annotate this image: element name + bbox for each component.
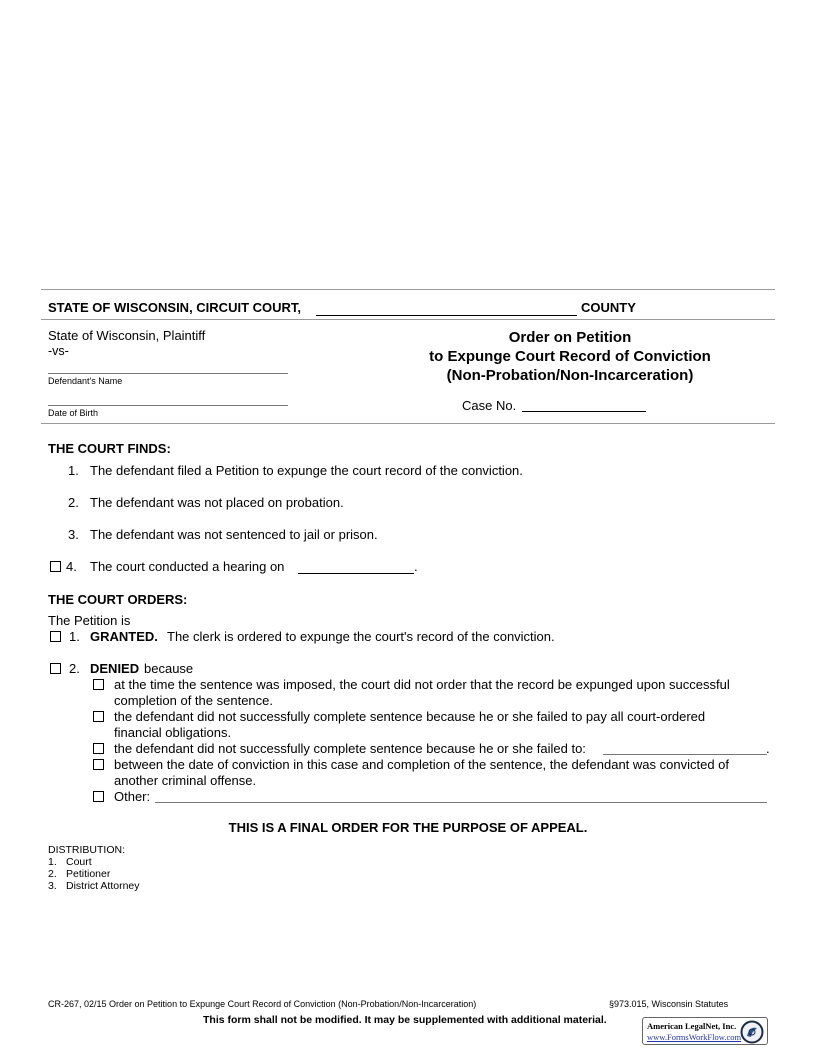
reason-3-period: . xyxy=(766,741,770,756)
reason-no-expunge-order-checkbox[interactable] xyxy=(93,679,104,690)
denied-because: because xyxy=(144,661,194,676)
denied-checkbox[interactable] xyxy=(50,663,61,674)
denied-number: 2. xyxy=(69,661,80,676)
caption-bottom-rule xyxy=(41,423,775,424)
distribution-2-number: 2. xyxy=(48,868,57,880)
failed-to-field[interactable] xyxy=(603,754,767,755)
logo-company-name: American LegalNet, Inc. xyxy=(647,1021,737,1031)
distribution-1-number: 1. xyxy=(48,856,57,868)
versus-label: -vs- xyxy=(48,344,69,358)
case-number-field[interactable] xyxy=(522,411,646,412)
reason-4-line1: between the date of conviction in this case and completion of the sentence, the defendant was convicted of xyxy=(114,757,730,772)
reason-new-conviction-checkbox[interactable] xyxy=(93,759,104,770)
case-number-label: Case No. xyxy=(462,398,517,413)
distribution-3-number: 3. xyxy=(48,880,57,892)
form-title-line3: (Non-Probation/Non-Incarceration) xyxy=(446,367,694,384)
reason-other-label: Other: xyxy=(114,789,151,804)
court-finds-heading: THE COURT FINDS: xyxy=(48,441,171,456)
finding-1-number: 1. xyxy=(68,463,79,478)
date-of-birth-field[interactable] xyxy=(48,405,288,406)
granted-checkbox[interactable] xyxy=(50,631,61,642)
denied-label: DENIED xyxy=(90,661,140,676)
reason-2-line2: financial obligations. xyxy=(114,725,232,740)
distribution-heading: DISTRIBUTION: xyxy=(48,844,126,856)
distribution-2-text: Petitioner xyxy=(66,868,111,880)
county-name-field[interactable] xyxy=(316,315,577,316)
granted-number: 1. xyxy=(69,629,80,644)
reason-3-text: the defendant did not successfully complete sentence because he or she failed to: xyxy=(114,741,586,756)
reason-unpaid-obligations-checkbox[interactable] xyxy=(93,711,104,722)
reason-1-line1: at the time the sentence was imposed, the court did not order that the record be expunged upon successful xyxy=(114,677,730,692)
logo-emblem-icon xyxy=(740,1020,764,1044)
other-reason-field[interactable] xyxy=(155,802,767,803)
statute-reference: §973.015, Wisconsin Statutes xyxy=(609,999,729,1009)
granted-label: GRANTED. xyxy=(90,629,158,644)
header-rule xyxy=(41,319,775,320)
finding-3-number: 3. xyxy=(68,527,79,542)
finding-4-period: . xyxy=(414,559,418,574)
hearing-checkbox[interactable] xyxy=(50,561,61,572)
top-rule xyxy=(41,289,775,290)
granted-text: The clerk is ordered to expunge the court's record of the conviction. xyxy=(167,629,555,644)
modification-notice: This form shall not be modified. It may be supplemented with additional material. xyxy=(203,1014,607,1026)
court-name-label: STATE OF WISCONSIN, CIRCUIT COURT, xyxy=(48,300,302,315)
reason-failed-to-checkbox[interactable] xyxy=(93,743,104,754)
finding-4-text: The court conducted a hearing on xyxy=(90,559,285,574)
finding-4-number: 4. xyxy=(66,559,77,574)
reason-other-checkbox[interactable] xyxy=(93,791,104,802)
finding-2-number: 2. xyxy=(68,495,79,510)
defendant-name-caption: Defendant's Name xyxy=(48,376,123,386)
petition-is-label: The Petition is xyxy=(48,613,131,628)
plaintiff-label: State of Wisconsin, Plaintiff xyxy=(48,328,206,343)
reason-1-line2: completion of the sentence. xyxy=(114,693,273,708)
finding-1-text: The defendant filed a Petition to expunge the court record of the conviction. xyxy=(90,463,523,478)
finding-2-text: The defendant was not placed on probation. xyxy=(90,495,344,510)
form-title-line1: Order on Petition xyxy=(508,329,632,346)
publisher-logo xyxy=(642,1017,768,1045)
county-label: COUNTY xyxy=(581,300,636,315)
distribution-1-text: Court xyxy=(66,856,92,868)
form-identifier: CR-267, 02/15 Order on Petition to Expunge Court Record of Conviction (Non-Probation/Non-Incarceration) xyxy=(48,999,477,1009)
hearing-date-field[interactable] xyxy=(298,573,414,574)
reason-4-line2: another criminal offense. xyxy=(114,773,257,788)
final-order-statement: THIS IS A FINAL ORDER FOR THE PURPOSE OF APPEAL. xyxy=(228,820,588,835)
court-orders-heading: THE COURT ORDERS: xyxy=(48,592,188,607)
date-of-birth-caption: Date of Birth xyxy=(48,408,99,418)
form-title-line2: to Expunge Court Record of Conviction xyxy=(429,348,711,365)
reason-2-line1: the defendant did not successfully complete sentence because he or she failed to pay all court-ordered xyxy=(114,709,706,724)
distribution-3-text: District Attorney xyxy=(66,880,140,892)
defendant-name-field[interactable] xyxy=(48,373,288,374)
logo-website-link[interactable]: www.FormsWorkFlow.com xyxy=(647,1032,742,1042)
finding-3-text: The defendant was not sentenced to jail or prison. xyxy=(90,527,378,542)
